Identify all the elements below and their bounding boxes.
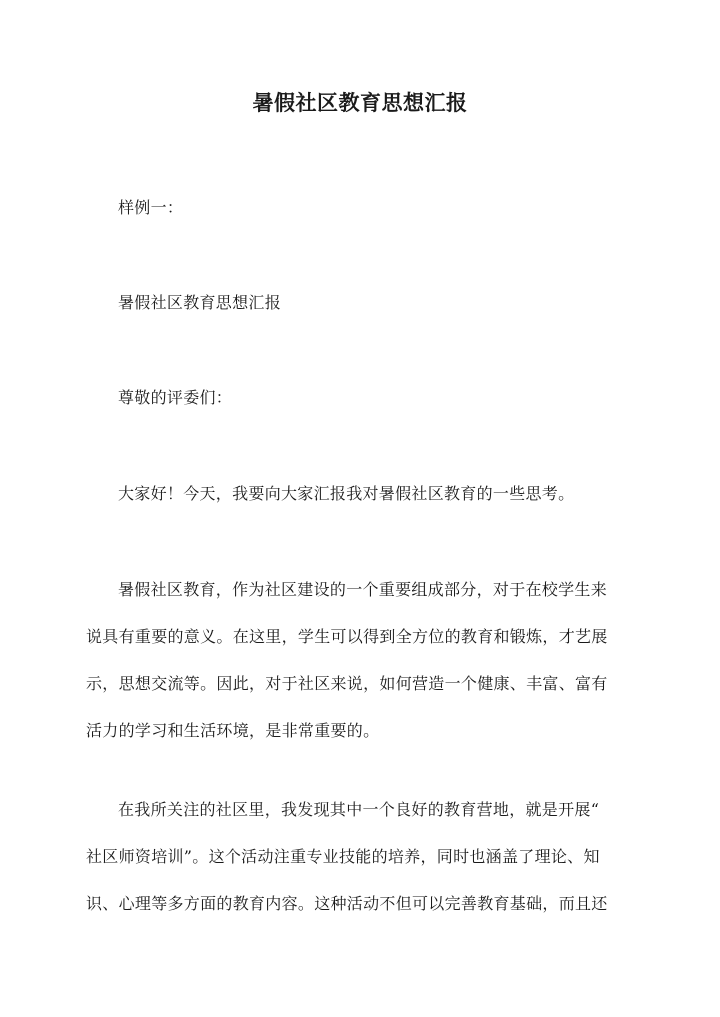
paragraph-line: 暑假社区教育思想汇报 [118, 293, 282, 312]
paragraph-line: 识、心理等多方面的教育内容。这种活动不但可以完善教育基础，而且还 [86, 894, 608, 913]
paragraph-sample-label [86, 184, 632, 231]
document-title: 暑假社区教育思想汇报 [252, 90, 468, 115]
paragraph-line: 说具有重要的意义。在这里，学生可以得到全方位的教育和锻炼，才艺展 [86, 627, 608, 646]
paragraph-line: 尊敬的评委们： [118, 388, 233, 407]
paragraph-line: 样例一： [118, 198, 184, 217]
paragraph-body-1 [86, 566, 632, 754]
paragraph-line: 示，思想交流等。因此，对于社区来说，如何营造一个健康、丰富、富有 [86, 674, 608, 693]
paragraph-line: 大家好！今天，我要向大家汇报我对暑假社区教育的一些思考。 [118, 484, 575, 503]
paragraph-subtitle [86, 279, 632, 326]
paragraph-greeting [86, 470, 632, 517]
paragraph-salutation [86, 374, 632, 421]
paragraph-line: 社区师资培训”。这个活动注重专业技能的培养，同时也涵盖了理论、知 [86, 847, 600, 866]
paragraph-line: 活力的学习和生活环境，是非常重要的。 [86, 721, 380, 740]
paragraph-line: 暑假社区教育，作为社区建设的一个重要组成部分，对于在校学生来 [118, 580, 608, 599]
paragraph-line: 在我所关注的社区里，我发现其中一个良好的教育营地，就是开展“ [118, 800, 600, 819]
paragraph-body-2 [86, 786, 632, 927]
